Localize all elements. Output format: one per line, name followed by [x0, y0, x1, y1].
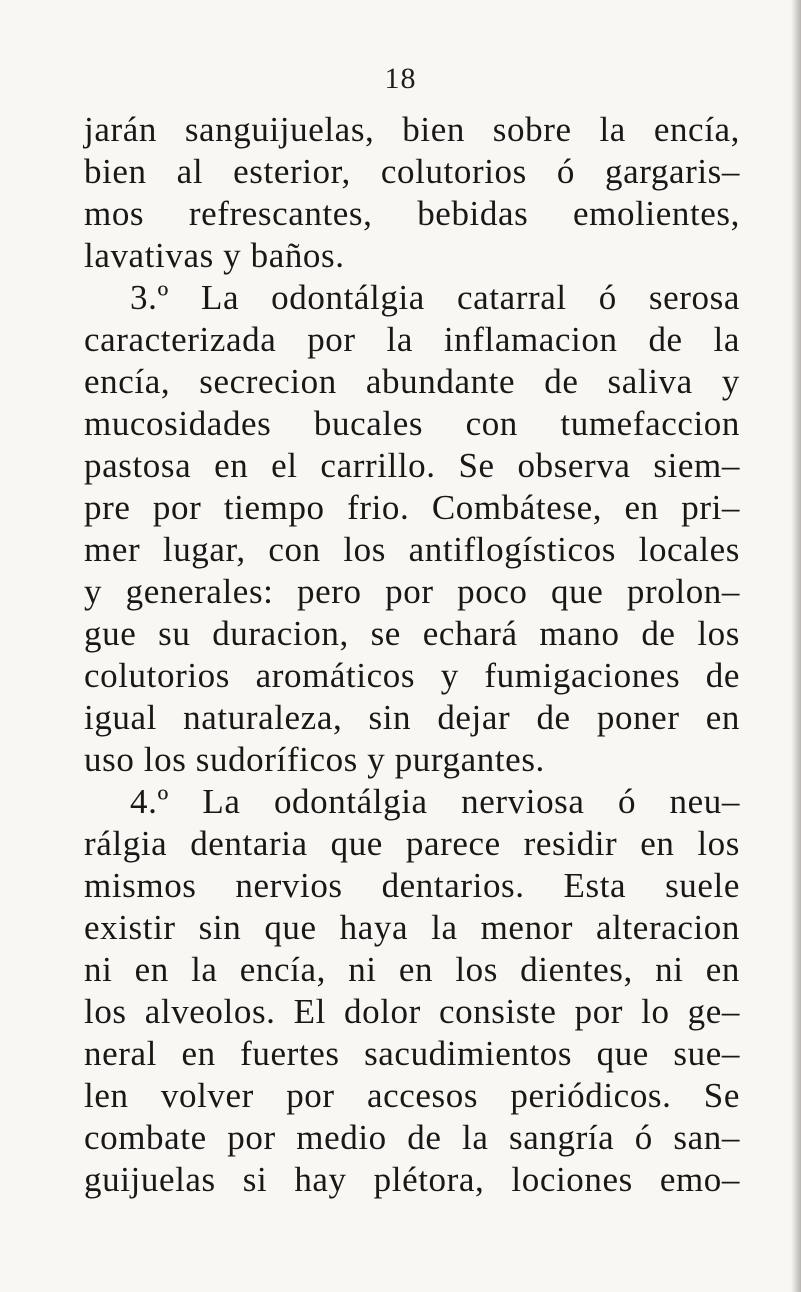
text-line: caracterizada por la inflamacion de la: [84, 320, 740, 359]
text-line: bien al esterior, colutorios ó gargaris–: [84, 152, 740, 191]
text-line: lavativas y baños.: [84, 236, 345, 275]
text-line: mucosidades bucales con tumefaccion: [84, 404, 740, 443]
text-line: gue su duracion, se echará mano de los: [84, 614, 740, 653]
text-line: combate por medio de la sangría ó san–: [84, 1118, 740, 1157]
text-line: guijuelas si hay plétora, lociones emo–: [84, 1160, 740, 1199]
text-line: ni en la encía, ni en los dientes, ni en: [84, 950, 740, 989]
text-line: mer lugar, con los antiflogísticos locales: [84, 530, 740, 569]
text-line: uso los sudoríficos y purgantes.: [84, 740, 545, 779]
text-line: igual naturaleza, sin dejar de poner en: [84, 698, 740, 737]
text-line: mos refrescantes, bebidas emolientes,: [84, 194, 740, 233]
text-line: existir sin que haya la menor alteracion: [84, 908, 740, 947]
text-line: len volver por accesos periódicos. Se: [84, 1076, 740, 1115]
page-edge-shadow: [791, 0, 801, 1292]
text-line: y generales: pero por poco que prolon–: [84, 572, 740, 611]
text-line: rálgia dentaria que parece residir en los: [84, 824, 740, 863]
text-line: colutorios aromáticos y fumigaciones de: [84, 656, 740, 695]
text-line: pre por tiempo frio. Combátese, en pri–: [84, 488, 740, 527]
page-number: 18: [384, 62, 417, 95]
text-line: los alveolos. El dolor consiste por lo ge–: [84, 992, 740, 1031]
text-line: pastosa en el carrillo. Se observa siem–: [84, 446, 740, 485]
text-line: mismos nervios dentarios. Esta suele: [84, 866, 740, 905]
text-line: neral en fuertes sacudimientos que sue–: [84, 1034, 740, 1073]
text-line: 3.º La odontálgia catarral ó serosa: [130, 278, 740, 317]
text-line: encía, secrecion abundante de saliva y: [84, 362, 740, 401]
text-line: jarán sanguijuelas, bien sobre la encía,: [84, 110, 740, 149]
text-line: 4.º La odontálgia nerviosa ó neu–: [130, 782, 740, 821]
